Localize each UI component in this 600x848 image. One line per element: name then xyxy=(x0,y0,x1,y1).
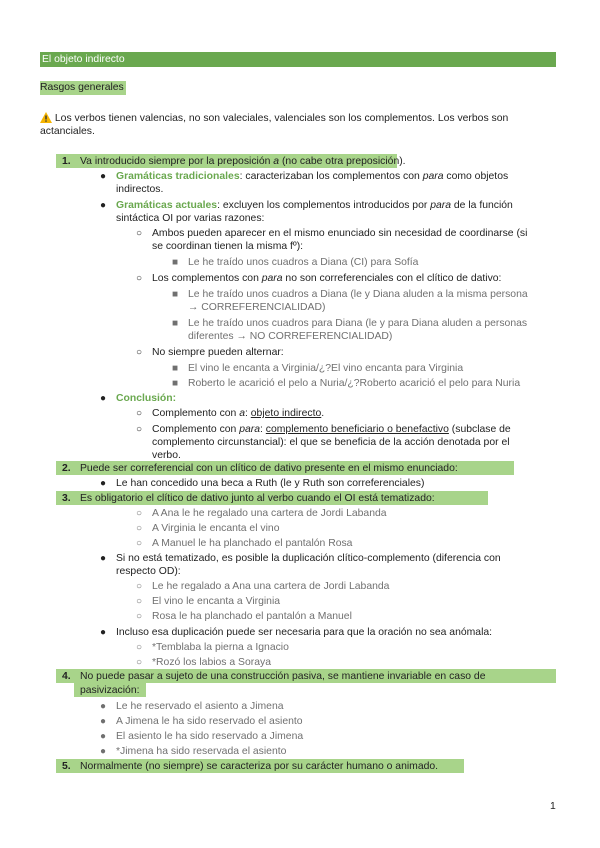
item-3-number: 3. xyxy=(62,493,71,504)
current-grammars-cont: sintáctica OI por varias razones: xyxy=(116,213,265,224)
bullet-dot: ● xyxy=(100,716,107,727)
reason-3-example-2: Roberto le acarició el pelo a Nuria/¿?Roberto acarició el pelo para Nuria xyxy=(188,378,521,389)
bullet-square: ■ xyxy=(172,378,179,389)
item-3-example-3: A Manuel le ha planchado el pantalón Rosa xyxy=(152,538,353,549)
conclusion-2-l1: Complemento con para: complemento beneficiario o benefactivo (subclase de xyxy=(152,424,511,435)
conclusion-2-l2: complemento circunstancial): el que se beneficia de la acción denotada por el xyxy=(152,437,510,448)
item-1-text: Va introducido siempre por la preposición a (no cabe otra preposición). xyxy=(80,156,406,167)
reason-1-example: Le he traído unos cuadros a Diana (CI) para Sofía xyxy=(188,257,419,268)
bullet-circle: ○ xyxy=(136,642,143,653)
bullet-circle: ○ xyxy=(136,657,143,668)
reason-2-example-2-l1: Le he traído unos cuadros para Diana (le y para Diana aluden a personas xyxy=(188,318,528,329)
item-3-bullet-1-example-2: El vino le encanta a Virginia xyxy=(152,596,281,607)
item-3-bullet-1-example-1: Le he regalado a Ana una cartera de Jordi Labanda xyxy=(152,581,390,592)
page-number: 1 xyxy=(550,801,556,812)
bullet-circle: ○ xyxy=(136,538,143,549)
bullet-circle: ○ xyxy=(136,408,143,419)
conclusion-label: Conclusión: xyxy=(116,393,177,404)
reason-2-example-1-l1: Le he traído unos cuadros a Diana (le y Diana aluden a la misma persona xyxy=(188,289,528,300)
bullet-square: ■ xyxy=(172,257,179,268)
reason-1-line-1: Ambos pueden aparecer en el mismo enunciado sin necesidad de coordinarse (si xyxy=(152,228,528,239)
bullet-dot: ● xyxy=(100,200,107,211)
bullet-circle: ○ xyxy=(136,508,143,519)
traditional-grammars-cont: indirectos. xyxy=(116,184,164,195)
bullet-dot: ● xyxy=(100,171,107,182)
bullet-circle: ○ xyxy=(136,596,143,607)
item-3-bullet-2-example-2: *Rozó los labios a Soraya xyxy=(152,657,271,668)
bullet-circle: ○ xyxy=(136,273,143,284)
reason-3-example-1: El vino le encanta a Virginia/¿?El vino encanta para Virginia xyxy=(188,363,464,374)
bullet-circle: ○ xyxy=(136,611,143,622)
reason-2-example-1-l2: → CORREFERENCIALIDAD) xyxy=(188,302,326,313)
bullet-square: ■ xyxy=(172,318,179,329)
item-3-bullet-1-l1: Si no está tematizado, es posible la duplicación clítico-complemento (diferencia con xyxy=(116,553,501,564)
bullet-dot: ● xyxy=(100,701,107,712)
bullet-dot: ● xyxy=(100,746,107,757)
conclusion-2-l3: verbo. xyxy=(152,450,181,461)
bullet-dot: ● xyxy=(100,627,107,638)
reason-2: Los complementos con para no son correferenciales con el clítico de dativo: xyxy=(152,273,502,284)
bullet-dot: ● xyxy=(100,478,107,489)
item-3-bullet-2-example-1: *Temblaba la pierna a Ignacio xyxy=(152,642,289,653)
item-2-text: Puede ser correferencial con un clítico de dativo presente en el mismo enunciado: xyxy=(80,463,458,474)
item-4-text-l1: No puede pasar a sujeto de una construcción pasiva, se mantiene invariable en caso de xyxy=(80,671,486,682)
traditional-grammars: Gramáticas tradicionales: caracterizaban los complementos con para como objetos xyxy=(116,171,509,182)
item-4-example-1: Le he reservado el asiento a Jimena xyxy=(116,701,284,712)
item-3-example-1: A Ana le he regalado una cartera de Jordi Labanda xyxy=(152,508,387,519)
item-4-text-l2: pasivización: xyxy=(80,685,140,696)
reason-3: No siempre pueden alternar: xyxy=(152,347,284,358)
item-4-example-3: El asiento le ha sido reservado a Jimena xyxy=(116,731,304,742)
item-3-bullet-1-example-3: Rosa le ha planchado el pantalón a Manuel xyxy=(152,611,352,622)
item-3-bullet-2: Incluso esa duplicación puede ser necesaria para que la oración no sea anómala: xyxy=(116,627,493,638)
bullet-circle: ○ xyxy=(136,523,143,534)
reason-1-line-2: se coordinan tienen la misma fº): xyxy=(152,241,304,252)
item-2-example: Le han concedido una beca a Ruth (le y Ruth son correferenciales) xyxy=(116,478,425,489)
item-2-number: 2. xyxy=(62,463,71,474)
item-3-bullet-1-l2: respecto OD): xyxy=(116,566,181,577)
item-5-number: 5. xyxy=(62,761,71,772)
item-4-example-2: A Jimena le ha sido reservado el asiento xyxy=(116,716,303,727)
current-grammars: Gramáticas actuales: excluyen los complementos introducidos por para de la función xyxy=(116,200,513,211)
bullet-dot: ● xyxy=(100,731,107,742)
intro-line-1: Los verbos tienen valencias, no son valeciales, valenciales son los complementos. Los verbos son xyxy=(40,112,508,127)
item-5-text: Normalmente (no siempre) se caracteriza por su carácter humano o animado. xyxy=(80,761,439,772)
item-3-text: Es obligatorio el clítico de dativo junto al verbo cuando el OI está tematizado: xyxy=(80,493,435,504)
bullet-circle: ○ xyxy=(136,581,143,592)
bullet-circle: ○ xyxy=(136,228,143,239)
bullet-circle: ○ xyxy=(136,347,143,358)
item-4-example-4: *Jimena ha sido reservada el asiento xyxy=(116,746,287,757)
bullet-circle: ○ xyxy=(136,424,143,435)
bullet-square: ■ xyxy=(172,363,179,374)
intro-line-2: actanciales. xyxy=(40,126,95,137)
conclusion-1: Complemento con a: objeto indirecto. xyxy=(152,408,325,419)
item-1-number: 1. xyxy=(62,156,71,167)
item-4-number: 4. xyxy=(62,671,71,682)
subsection-title: Rasgos generales xyxy=(40,82,124,93)
section-title: El objeto indirecto xyxy=(40,52,556,67)
item-3-example-2: A Virginia le encanta el vino xyxy=(152,523,280,534)
bullet-dot: ● xyxy=(100,553,107,564)
reason-2-example-2-l2: diferentes → NO CORREFERENCIALIDAD) xyxy=(188,331,393,342)
bullet-square: ■ xyxy=(172,289,179,300)
bullet-dot: ● xyxy=(100,393,107,404)
